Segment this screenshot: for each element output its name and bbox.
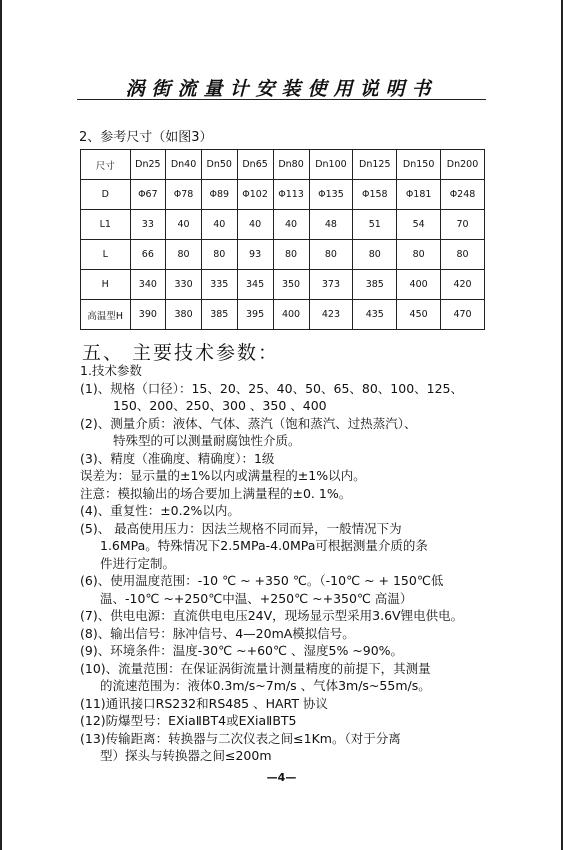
row-label-cell: L1 — [81, 210, 131, 240]
table-cell: 80 — [353, 240, 397, 270]
page-number: —4— — [266, 771, 297, 784]
table-cell: 54 — [397, 210, 441, 240]
spec-line: (8)、输出信号：脉冲信号、4—20mA模拟信号。 — [80, 625, 355, 641]
table-cell: Φ67 — [130, 180, 166, 210]
table-cell: 40 — [237, 210, 273, 240]
table-cell: 80 — [441, 240, 485, 270]
table-cell: 400 — [397, 270, 441, 300]
table-cell: 66 — [130, 240, 166, 270]
table-cell: Dn65 — [237, 150, 273, 180]
table-cell: 70 — [441, 210, 485, 240]
spec-line: 150、200、250、300 、350 、400 — [113, 398, 327, 413]
spec-line: 件进行定制。 — [100, 555, 176, 571]
spec-line: 的流速范围为：液体0.3m/s~7m/s 、气体3m/s~55m/s。 — [100, 678, 431, 693]
spec-line: (4)、重复性：±0.2%以内。 — [80, 503, 240, 518]
table-cell: 420 — [441, 270, 485, 300]
table-cell: 48 — [309, 210, 353, 240]
spec-line: (11)通讯接口RS232和RS485 、HART 协议 — [80, 695, 328, 711]
table-cell: 373 — [309, 270, 353, 300]
table-cell: Dn50 — [201, 150, 237, 180]
table-cell: 380 — [166, 300, 202, 330]
table-cell: Φ181 — [397, 180, 441, 210]
table-cell: 470 — [441, 300, 485, 330]
row-label-cell: 高温型H — [81, 300, 131, 330]
spec-line: 型）探头与转换器之间≤200m — [100, 748, 272, 763]
table-cell: 330 — [166, 270, 202, 300]
table-cell: Dn25 — [130, 150, 166, 180]
spec-line: 注意：模拟输出的场合要加上满量程的±0. 1%。 — [80, 485, 352, 501]
spec-line: (1)、规格（口径）：15、20、25、40、50、65、80、100、125、 — [80, 380, 464, 396]
manual-title: 涡街流量计安装使用说明书 — [125, 78, 438, 100]
spec-line: 特殊型的可以测量耐腐蚀性介质。 — [113, 433, 301, 448]
row-label-cell: H — [81, 270, 131, 300]
table-cell: 40 — [201, 210, 237, 240]
table-row — [81, 210, 485, 240]
table-cell: 80 — [166, 240, 202, 270]
table-row — [81, 270, 485, 300]
header-divider — [77, 99, 486, 100]
table-cell: 435 — [353, 300, 397, 330]
row-label-cell: D — [81, 180, 131, 210]
table-cell: Φ102 — [237, 180, 273, 210]
specs-body — [80, 362, 490, 765]
table-cell: 395 — [237, 300, 273, 330]
table-cell: 400 — [273, 300, 309, 330]
table-row — [81, 240, 485, 270]
spec-line: (5)、 最高使用压力：因法兰规格不同而异，一般情况下为 — [80, 520, 402, 536]
table-cell: 80 — [309, 240, 353, 270]
spec-line: 1.6MPa。特殊情况下2.5MPa-4.0MPa可根据测量介质的条 — [100, 538, 428, 553]
spec-line: (9)、环境条件：温度-30℃ ~+60℃ 、湿度5% ~90%。 — [80, 643, 404, 658]
table-cell: Dn125 — [353, 150, 397, 180]
table-cell: 423 — [309, 300, 353, 330]
spec-line: (3)、精度（准确度、精确度）：1级 — [80, 450, 275, 466]
table-cell: Φ158 — [353, 180, 397, 210]
spec-line: (12)防爆型号：EXiaⅡBT4或EXiaⅡBT5 — [80, 713, 297, 728]
spec-line: 温、-10℃ ~+250℃中温、+250℃ ~+350℃ 高温） — [100, 590, 413, 606]
spec-line: 误差为：显示量的±1%以内或满量程的±1%以内。 — [80, 468, 366, 483]
table-cell: 340 — [130, 270, 166, 300]
table-cell: 390 — [130, 300, 166, 330]
table-cell: Φ248 — [441, 180, 485, 210]
table-cell: Dn40 — [166, 150, 202, 180]
table-cell: Dn200 — [441, 150, 485, 180]
table-cell: Dn150 — [397, 150, 441, 180]
row-label-cell: L — [81, 240, 131, 270]
table-row — [81, 180, 485, 210]
spec-line: 1.技术参数 — [80, 363, 142, 378]
table-cell: 40 — [273, 210, 309, 240]
table-cell: Φ113 — [273, 180, 309, 210]
table-cell: Dn100 — [309, 150, 353, 180]
spec-line: (6)、使用温度范围：-10 ℃ ~ +350 ℃。（-10℃ ~ + 150℃低 — [80, 573, 444, 588]
dimensions-table — [80, 149, 485, 330]
table-cell: Dn80 — [273, 150, 309, 180]
table-cell: 51 — [353, 210, 397, 240]
row-label-cell: 尺寸 — [81, 150, 131, 180]
table-cell: 385 — [201, 300, 237, 330]
table-row — [81, 150, 485, 180]
table-cell: Φ89 — [201, 180, 237, 210]
table-cell: 40 — [166, 210, 202, 240]
dimensions-heading: 2、参考尺寸（如图3） — [79, 130, 213, 145]
table-cell: 80 — [397, 240, 441, 270]
table-cell: Φ78 — [166, 180, 202, 210]
table-cell: 345 — [237, 270, 273, 300]
table-cell: 80 — [273, 240, 309, 270]
spec-line: (13)传输距离：转换器与二次仪表之间≤1Km。（对于分离 — [80, 730, 401, 746]
table-cell: 385 — [353, 270, 397, 300]
table-cell: 335 — [201, 270, 237, 300]
spec-line: (10)、流量范围：在保证涡街流量计测量精度的前提下，其测量 — [80, 660, 431, 676]
table-cell: Φ135 — [309, 180, 353, 210]
table-cell: 350 — [273, 270, 309, 300]
table-cell: 450 — [397, 300, 441, 330]
table-cell: 93 — [237, 240, 273, 270]
specs-heading: 五、 主要技术参数： — [82, 342, 280, 364]
table-cell: 80 — [201, 240, 237, 270]
spec-line: (7)、供电电源：直流供电电压24V，现场显示型采用3.6V锂电供电。 — [80, 608, 464, 623]
spec-line: (2)、测量介质：液体、气体、蒸汽（饱和蒸汽、过热蒸汽）、 — [80, 415, 417, 431]
table-row — [81, 300, 485, 330]
table-cell: 33 — [130, 210, 166, 240]
